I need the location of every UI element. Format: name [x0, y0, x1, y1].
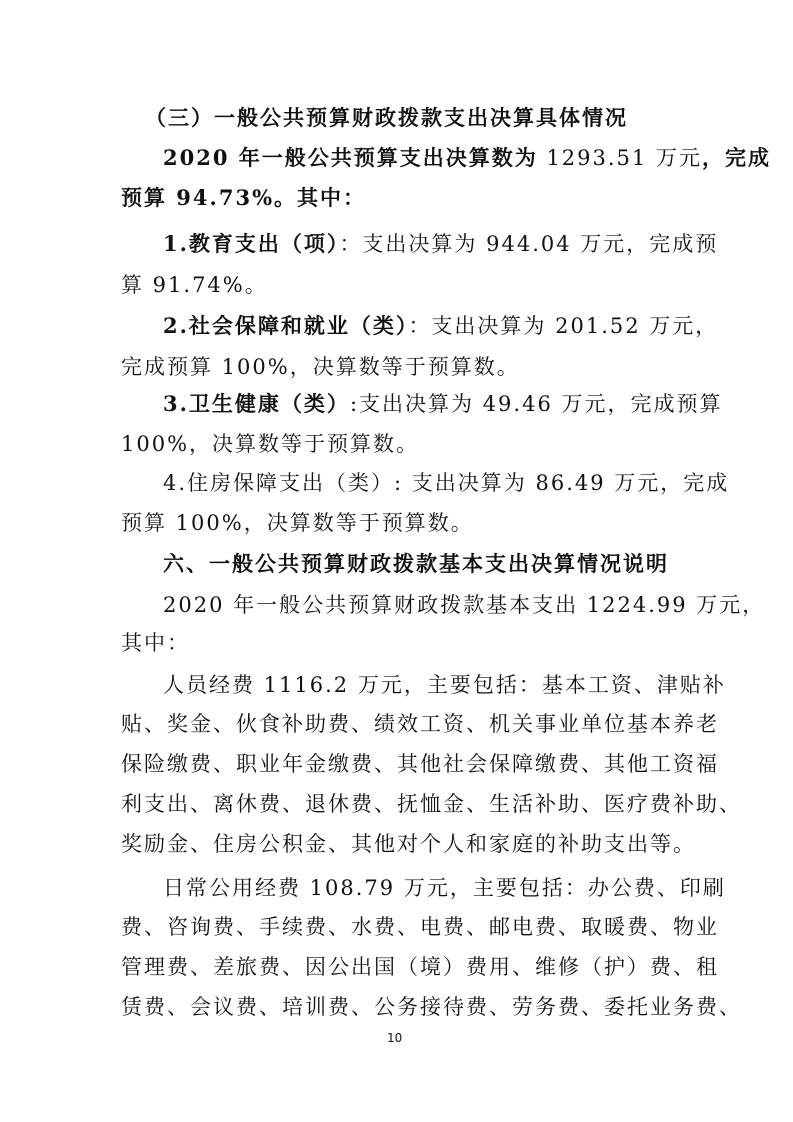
personnel-line-1: 人员经费 1116.2 万元，主要包括：基本工资、津贴补: [163, 673, 726, 697]
item-4-line-2: 预算 100%，决算数等于预算数。: [121, 511, 474, 535]
personnel-line-2: 贴、奖金、伙食补助费、绩效工资、机关事业单位基本养老: [121, 712, 719, 736]
item-3-line-1: [163, 389, 722, 419]
public-line-4: 赁费、会议费、培训费、公务接待费、劳务费、委托业务费、: [121, 995, 742, 1019]
personnel-line-4: 利支出、离休费、退休费、抚恤金、生活补助、医疗费补助、: [121, 792, 742, 816]
summary-line-1-bold: 2020 年一般公共预算支出决算数为: [163, 145, 538, 170]
summary-line-1-tail: ，完成: [701, 145, 771, 170]
item-2-label: 2.社会保障和就业（类）: [163, 313, 409, 338]
page-number: 10: [387, 1031, 403, 1045]
summary-line-2: 预算 94.73%。其中：: [121, 185, 367, 210]
section-6-intro-line-1: 2020 年一般公共预算财政拨款基本支出 1224.99 万元，: [163, 593, 766, 617]
section-heading: （三）一般公共预算财政拨款支出决算具体情况: [145, 105, 628, 130]
section-6-intro-line-2: 其中：: [121, 631, 190, 655]
item-3-label: 3.卫生健康（类）: [163, 391, 350, 416]
public-line-2: 费、咨询费、手续费、水费、电费、邮电费、取暖费、物业: [121, 915, 719, 939]
item-1-label: 1.教育支出（项）: [163, 231, 340, 256]
public-line-3: 管理费、差旅费、因公出国（境）费用、维修（护）费、租: [121, 955, 719, 979]
personnel-line-3: 保险缴费、职业年金缴费、其他社会保障缴费、其他工资福: [121, 752, 719, 776]
item-3-line-2: 100%，决算数等于预算数。: [121, 432, 420, 456]
item-2-line-2: 完成预算 100%，决算数等于预算数。: [121, 355, 520, 379]
item-1-text: ：支出决算为 944.04 万元，完成预: [339, 232, 719, 256]
item-4-label: 4.住房保障支出（类）: [163, 471, 395, 495]
item-4-line-1: [163, 468, 729, 498]
summary-line-1-value: 1293.51 万元: [537, 146, 702, 170]
personnel-line-5: 奖励金、住房公积金、其他对个人和家庭的补助支出等。: [121, 832, 696, 856]
item-1-line-1: [163, 229, 718, 259]
item-3-text: :支出决算为 49.46 万元，完成预算: [349, 392, 723, 416]
public-line-1: 日常公用经费 108.79 万元，主要包括：办公费、印刷: [163, 876, 726, 900]
item-4-text: : 支出决算为 86.49 万元，完成: [394, 471, 730, 495]
item-1-line-2: 算 91.74%。: [121, 273, 268, 297]
section-6-heading: 六、一般公共预算财政拨款基本支出决算情况说明: [163, 551, 669, 576]
summary-line-1: [163, 143, 771, 173]
item-2-line-1: [163, 311, 718, 341]
item-2-text: ：支出决算为 201.52 万元，: [408, 314, 719, 338]
